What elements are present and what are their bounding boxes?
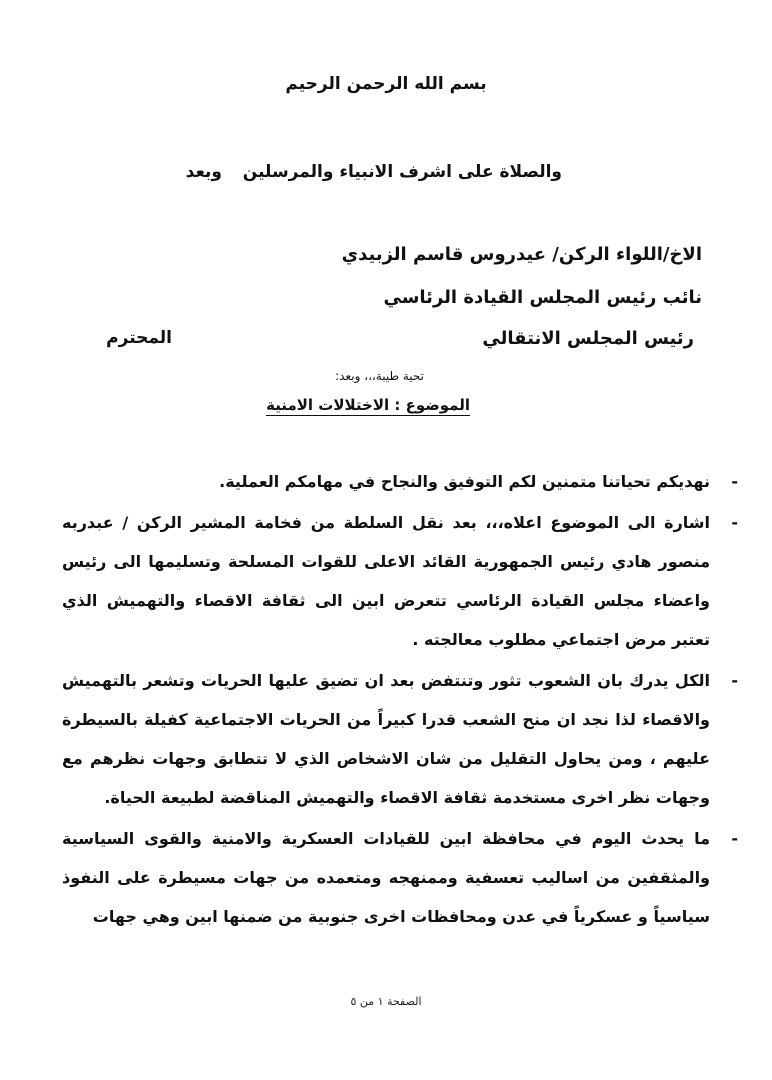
addressee-position: رئيس المجلس الانتقالي	[482, 328, 694, 349]
salat-line: والصلاة على اشرف الانبياء والمرسلين	[242, 162, 562, 182]
addressee-title: نائب رئيس المجلس القيادة الرئاسي	[383, 287, 702, 308]
bullet-text: اشارة الى الموضوع اعلاه،،، بعد نقل السلطة من فخامة المشير الركن / عبدربه منصور هادي رئيس الجمهورية القائد الاعلى للقوات المسلحة وتسليمها الى رئيس واعضاء مجلس القيادة الرئاسي تتعرض ابين الى ثقافة الاقصاء والتهميش الذي تعتبر مرض اجتماعي مطلوب معالجته .	[62, 513, 710, 649]
bullet-item	[62, 819, 738, 936]
body-bullet-list	[62, 462, 738, 936]
bullet-item	[62, 661, 738, 817]
bullet-item	[62, 462, 738, 501]
addressee-name: الاخ/اللواء الركن/ عيدروس قاسم الزبيدي	[341, 244, 702, 265]
bullet-text: نهديكم تحياتنا متمنين لكم التوفيق والنجاح في مهامكم العملية.	[219, 472, 710, 491]
bullet-dash: -	[731, 513, 738, 532]
subject-line: الموضوع : الاختلالات الامنية	[266, 396, 470, 414]
bullet-dash: -	[731, 671, 738, 690]
page-number-footer: الصفحة ١ من ٥	[350, 995, 422, 1008]
bullet-item	[62, 503, 738, 659]
bullet-text: الكل يدرك بان الشعوب تثور وتنتفض بعد ان تضيق عليها الحريات وتشعر بالتهميش والاقصاء لذا نجد ان منح الشعب قدرا كبيراً من الحريات الاجتماعية كفيلة بالسيطرة عليهم ، ومن يحاول التقليل من شان الاشخاص الذي لا تتطابق وجهات نظرهم مع وجهات نظر اخرى مستخدمة ثقافة الاقصاء والتهميش المناقضة لطبيعة الحياة.	[62, 671, 710, 807]
basmala-heading: بسم الله الرحمن الرحيم	[285, 74, 487, 94]
bullet-text: ما يحدث اليوم في محافظة ابين للقيادات العسكرية والامنية والقوى السياسية والمثقفين من اساليب تعسفية وممنهجه ومتعمده من جهات مسيطرة على النفوذ سياسياً و عسكرياً في عدن ومحافظات اخرى جنوبية من ضمنها ابين وهي جهات	[62, 829, 710, 926]
bullet-dash: -	[731, 472, 738, 491]
bullet-dash: -	[731, 829, 738, 848]
respected-label: المحترم	[106, 328, 172, 348]
greeting-line: تحية طيبة،،، وبعد:	[335, 369, 424, 383]
wabad-word: وبعد	[185, 162, 222, 182]
